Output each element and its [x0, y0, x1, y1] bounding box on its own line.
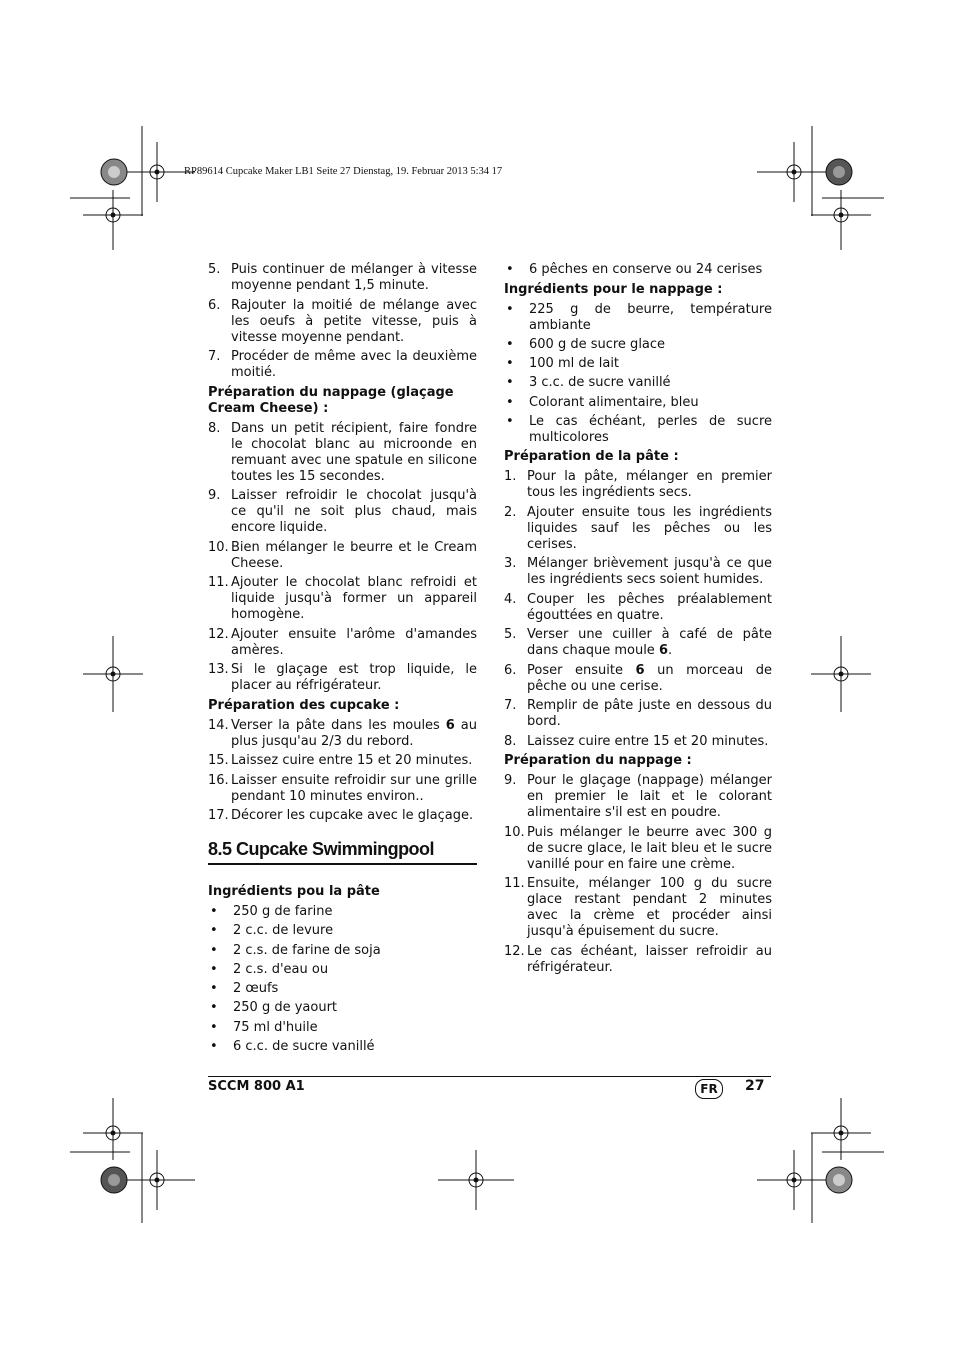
list-item: 12. Ajouter ensuite l'arôme d'amandes amères.	[208, 626, 477, 658]
language-badge: FR	[695, 1079, 723, 1099]
list-item: 3. Mélanger brièvement jusqu'à ce que les ingrédients secs soient humides.	[504, 556, 772, 588]
ingredients-list	[208, 904, 477, 1055]
list-item: • 75 ml d'huile	[210, 1019, 318, 1035]
steps-list-b	[208, 421, 477, 695]
list-item: • 6 c.c. de sucre vanillé	[210, 1039, 375, 1055]
list-item: 10. Bien mélanger le beurre et le Cream Cheese.	[208, 539, 477, 571]
list-item: 8. Dans un petit récipient, faire fondre le chocolat blanc au microonde en remuant avec une spatule en silicone toutes les 15 secondes.	[208, 420, 477, 484]
list-item: 8. Laissez cuire entre 15 et 20 minutes.	[504, 733, 769, 749]
list-item: 11. Ensuite, mélanger 100 g du sucre glace restant pendant 2 minutes avec la crème et procéder ainsi jusqu'à épuisement du sucre.	[504, 876, 772, 940]
footer-divider	[208, 1076, 771, 1077]
right-column	[504, 262, 772, 979]
list-item: • 250 g de yaourt	[210, 1000, 338, 1016]
list-item: 5. Verser une cuiller à café de pâte dans chaque moule 6.	[504, 627, 772, 659]
page-number: 27	[745, 1078, 765, 1094]
list-item: 4. Couper les pêches préalablement égouttées en quatre.	[504, 591, 772, 623]
heading-pate: Préparation de la pâte :	[504, 449, 679, 465]
list-item: • 225 g de beurre, température ambiante	[506, 301, 772, 333]
pate-steps-a	[504, 469, 772, 624]
list-item: • 2 c.s. de farine de soja	[210, 942, 381, 958]
steps-list-a	[208, 262, 477, 381]
heading-nappage: Préparation du nappage :	[504, 753, 692, 769]
heading-cupcake: Préparation des cupcake :	[208, 697, 400, 713]
print-slug-line: RP89614 Cupcake Maker LB1 Seite 27 Dienstag, 19. Februar 2013 5:34 17	[184, 166, 503, 177]
list-item: 5. Puis continuer de mélanger à vitesse moyenne pendant 1,5 minute.	[208, 262, 477, 293]
list-item: 6. Poser ensuite 6 un morceau de pêche ou une cerise.	[504, 662, 773, 694]
nappage-ingredients-list	[504, 302, 772, 446]
list-item: 14. Verser la pâte dans les moules 6 au plus jusqu'au 2/3 du rebord.	[208, 717, 477, 749]
list-item: 7. Remplir de pâte juste en dessous du bord.	[504, 698, 772, 730]
section-title: 8.5 Cupcake Swimmingpool	[208, 838, 477, 865]
list-item: • 2 œufs	[210, 981, 279, 997]
heading-nappage-ingredients: Ingrédients pour le nappage :	[504, 281, 723, 297]
list-item: 9. Laisser refroidir le chocolat jusqu'à ce qu'il ne soit plus chaud, mais encore liquide.	[208, 488, 477, 535]
list-item: 1. Pour la pâte, mélanger en premier tous les ingrédients secs.	[504, 469, 772, 501]
list-item: • 600 g de sucre glace	[506, 336, 666, 352]
list-item: 17. Décorer les cupcake avec le glaçage.	[208, 808, 474, 823]
list-item: 15. Laissez cuire entre 15 et 20 minutes.	[208, 753, 473, 768]
list-item: • 100 ml de lait	[506, 356, 620, 372]
list-item: 6. Rajouter la moitié de mélange avec les oeufs à petite vitesse, puis à vitesse moyenne pendant.	[208, 297, 477, 345]
footer-model: SCCM 800 A1	[208, 1079, 305, 1094]
nappage-steps	[504, 773, 772, 976]
list-item: • 250 g de farine	[210, 904, 333, 919]
heading-ingredients: Ingrédients pou la pâte	[208, 884, 380, 899]
list-item: 2. Ajouter ensuite tous les ingrédients liquides sauf les pêches ou les cerises.	[504, 504, 772, 552]
list-item: 9. Pour le glaçage (nappage) mélanger en premier le lait et le colorant alimentaire s'il est en poudre.	[504, 773, 772, 821]
list-item: 13. Si le glaçage est trop liquide, le placer au réfrigérateur.	[208, 662, 477, 693]
list-item: • Le cas échéant, perles de sucre multicolores	[506, 413, 772, 445]
heading-glacage: Préparation du nappage (glaçage Cream Cheese) :	[208, 384, 454, 416]
list-item: • 3 c.c. de sucre vanillé	[506, 375, 671, 391]
list-item: 12. Le cas échéant, laisser refroidir au réfrigérateur.	[504, 943, 772, 975]
list-item: 11. Ajouter le chocolat blanc refroidi et liquide jusqu'à former un appareil homogène.	[208, 575, 477, 622]
pate-steps-b	[504, 698, 772, 750]
list-item: 10. Puis mélanger le beurre avec 300 g de sucre glace, le lait bleu et le sucre vanillé pour en faire une crème.	[504, 824, 772, 872]
list-item: • 6 pêches en conserve ou 24 cerises	[506, 262, 763, 277]
list-item: • Colorant alimentaire, bleu	[506, 394, 699, 410]
list-item: • 2 c.c. de levure	[210, 923, 334, 939]
left-column	[208, 262, 477, 1058]
list-item: • 2 c.s. d'eau ou	[210, 961, 329, 977]
steps-list-c	[208, 753, 477, 824]
list-item: 7. Procéder de même avec la deuxième moitié.	[208, 349, 477, 380]
list-item: 16. Laisser ensuite refroidir sur une grille pendant 10 minutes environ..	[208, 772, 477, 804]
